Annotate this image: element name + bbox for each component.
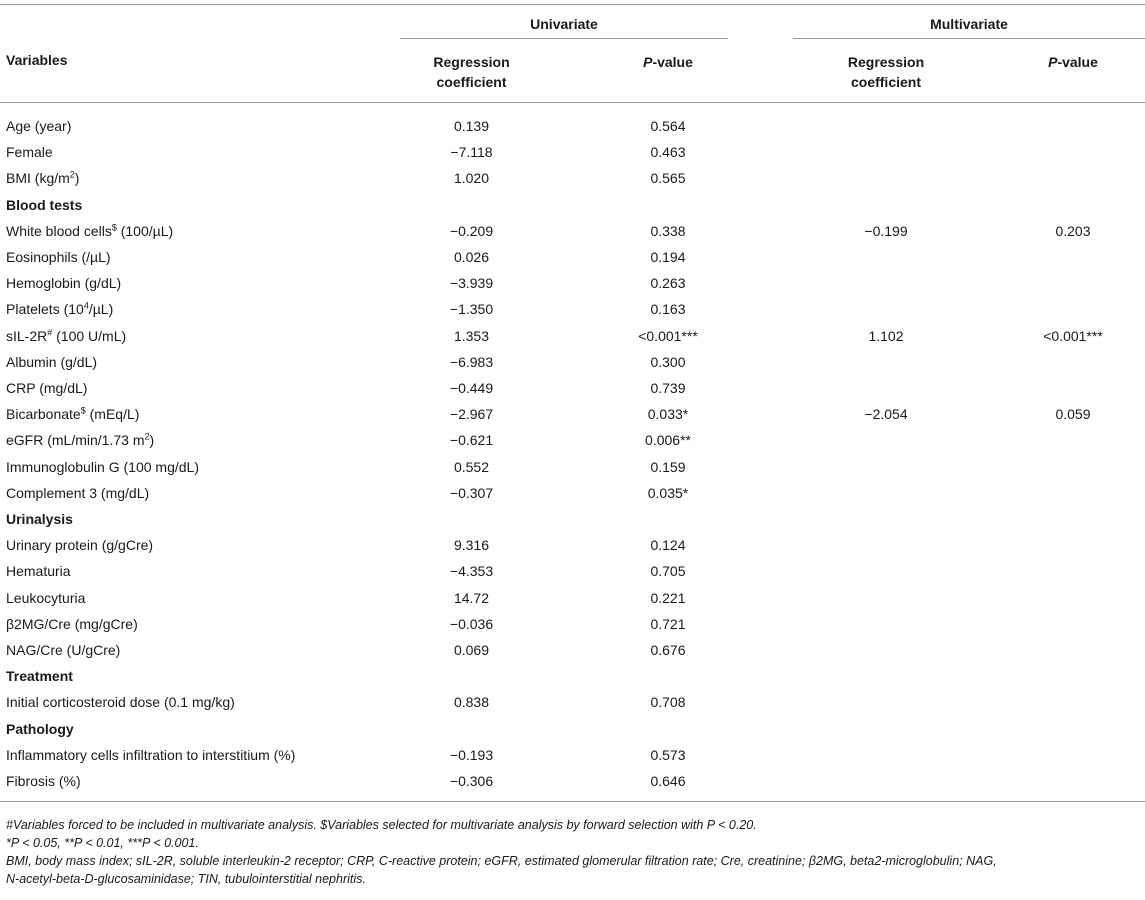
variable-label: Hemoglobin (g/dL) <box>6 275 122 292</box>
univariate-p-cell: 0.721 <box>650 615 686 632</box>
multivariate-header: Multivariate <box>930 16 1008 32</box>
table-row <box>0 270 1145 296</box>
table-row <box>0 244 1145 270</box>
univariate-rule <box>400 38 728 39</box>
multivariate-coef-cell: −0.199 <box>864 222 908 239</box>
section-row <box>0 663 1145 689</box>
univariate-p-cell: 0.006** <box>645 432 691 449</box>
univariate-coef-cell: −3.939 <box>449 275 494 292</box>
variable-label: sIL-2R# (100 U/mL) <box>6 326 127 344</box>
footnote-forced-selected: #Variables forced to be included in multivariate analysis. $Variables selected for multivariate analysis by forward selection with P < 0.20. <box>6 818 757 832</box>
univariate-coef-cell: 1.353 <box>453 327 490 344</box>
univariate-coef-cell: −0.307 <box>449 484 494 501</box>
multivariate-rule <box>793 38 1145 39</box>
coef-header-line1: Regression <box>433 54 510 70</box>
variable-label: NAG/Cre (U/gCre) <box>6 642 121 658</box>
variable-label: Complement 3 (mg/dL) <box>6 484 150 501</box>
variable-label: Immunoglobulin G (100 mg/dL) <box>6 458 199 475</box>
variables-header: Variables <box>6 52 68 68</box>
section-row <box>0 506 1145 532</box>
univariate-p-cell: 0.124 <box>650 537 686 554</box>
univariate-coef-cell: −0.306 <box>449 773 494 789</box>
section-row <box>0 192 1145 218</box>
multivariate-p-cell: 0.059 <box>1055 406 1091 423</box>
p-italic: P <box>1048 54 1058 70</box>
univariate-coef-cell: 0.026 <box>453 249 490 265</box>
table-row <box>0 218 1145 244</box>
univariate-coef-cell: 9.316 <box>453 537 490 554</box>
variable-label: Fibrosis (%) <box>6 773 81 789</box>
table-row <box>0 768 1145 794</box>
univariate-p-cell: 0.565 <box>650 170 686 187</box>
univariate-coef-cell: −1.350 <box>449 301 494 318</box>
table-row <box>0 585 1145 611</box>
variable-label: Urinary protein (g/gCre) <box>6 537 154 554</box>
table-row <box>0 689 1145 715</box>
footnote-abbreviations-cont: N-acetyl-beta-D-glucosaminidase; TIN, tubulointerstitial nephritis. <box>6 872 366 886</box>
univariate-p-cell: 0.676 <box>650 642 686 658</box>
univariate-p-cell: 0.033* <box>647 406 689 423</box>
univariate-coef-cell: −6.983 <box>449 353 494 370</box>
multivariate-p-cell: <0.001*** <box>1043 327 1103 344</box>
table-row <box>0 139 1145 165</box>
univariate-coef-cell: −0.193 <box>449 746 494 763</box>
multivariate-coef-header <box>793 52 979 92</box>
univariate-coef-cell: 0.838 <box>453 694 490 711</box>
multivariate-p-header <box>1013 52 1133 72</box>
table-row <box>0 454 1145 480</box>
univariate-coef-cell: −0.621 <box>449 432 494 449</box>
section-label: Blood tests <box>6 196 83 213</box>
univariate-p-cell: 0.573 <box>650 746 686 763</box>
multivariate-coef-cell: −2.054 <box>864 406 908 423</box>
variable-label: β2MG/Cre (mg/gCre) <box>6 615 138 632</box>
table-row <box>0 427 1145 453</box>
univariate-p-cell: 0.035* <box>647 484 689 501</box>
univariate-coef-cell: 0.069 <box>453 642 490 658</box>
univariate-coef-cell: −0.449 <box>449 380 494 396</box>
multivariate-p-cell: 0.203 <box>1055 222 1091 239</box>
univariate-header: Univariate <box>530 16 598 32</box>
table-row <box>0 480 1145 506</box>
univariate-coef-cell: 0.139 <box>453 118 490 134</box>
univariate-p-cell: <0.001*** <box>638 327 698 344</box>
table-row <box>0 637 1145 663</box>
p-italic: P <box>643 54 653 70</box>
variable-label: Initial corticosteroid dose (0.1 mg/kg) <box>6 694 235 711</box>
coef-header-line1: Regression <box>847 54 925 70</box>
univariate-p-cell: 0.708 <box>650 694 686 711</box>
univariate-p-cell: 0.221 <box>650 589 686 606</box>
variable-label: CRP (mg/dL) <box>6 380 88 396</box>
univariate-p-cell: 0.564 <box>650 118 686 134</box>
univariate-p-cell: 0.163 <box>650 301 686 318</box>
univariate-p-cell: 0.159 <box>650 458 686 475</box>
table-row <box>0 113 1145 139</box>
section-label: Urinalysis <box>6 511 73 527</box>
univariate-coef-cell: −4.353 <box>449 563 494 580</box>
footnote-significance: *P < 0.05, **P < 0.01, ***P < 0.001. <box>6 836 199 850</box>
variable-label: Hematuria <box>6 563 71 580</box>
univariate-coef-cell: 1.020 <box>453 170 490 187</box>
univariate-coef-cell: 0.552 <box>453 458 490 475</box>
variable-label: eGFR (mL/min/1.73 $m^2$) <box>6 431 155 449</box>
table-top-rule <box>0 4 1145 5</box>
p-rest: -value <box>652 54 693 70</box>
univariate-p-cell: 0.338 <box>650 222 686 239</box>
table-row <box>0 401 1145 427</box>
variable-label: Bicarbonate$ (mEq/L) <box>6 405 140 423</box>
variable-label: Age (year) <box>6 118 72 134</box>
variable-label: White blood cells$ (100/µL) <box>6 222 174 239</box>
section-label: Pathology <box>6 720 74 737</box>
table-row <box>0 742 1145 768</box>
variable-label: Female <box>6 144 53 161</box>
univariate-p-header <box>608 52 728 72</box>
univariate-p-cell: 0.194 <box>650 249 686 265</box>
variable-label: Platelets $(10^4/\mu L)$ <box>6 300 114 318</box>
footnote-abbreviations: BMI, body mass index; sIL-2R, soluble interleukin-2 receptor; CRP, C-reactive protein; eGFR, estimated glomerular filtration rate; Cre, creatinine; β2MG, beta2-microglobulin; NAG, <box>6 854 997 868</box>
table-bottom-rule <box>0 801 1145 802</box>
table-row <box>0 532 1145 558</box>
univariate-coef-cell: −7.118 <box>450 144 493 161</box>
variable-label: Albumin (g/dL) <box>6 353 98 370</box>
univariate-coef-cell: −0.036 <box>449 615 494 632</box>
table-row <box>0 296 1145 322</box>
table-row <box>0 349 1145 375</box>
section-label: Treatment <box>6 668 73 685</box>
univariate-coef-header <box>400 52 543 92</box>
univariate-p-cell: 0.263 <box>650 275 686 292</box>
coef-header-line2: coefficient <box>436 74 507 90</box>
p-rest: -value <box>1057 54 1098 70</box>
section-row <box>0 716 1145 742</box>
table-row <box>0 611 1145 637</box>
univariate-p-cell: 0.646 <box>650 773 686 789</box>
univariate-p-cell: 0.739 <box>650 380 686 396</box>
coef-header-line2: coefficient <box>850 74 921 90</box>
variable-label: Leukocyturia <box>6 589 86 606</box>
table-row <box>0 375 1145 401</box>
header-bottom-rule <box>0 102 1145 103</box>
table-row <box>0 165 1145 191</box>
table-row <box>0 558 1145 584</box>
variable-label: Inflammatory cells infiltration to interstitium (%) <box>6 746 296 763</box>
univariate-coef-cell: 14.72 <box>453 589 490 606</box>
variable-label: BMI $(kg/m^2)$ <box>6 169 80 187</box>
univariate-coef-cell: −0.209 <box>449 222 494 239</box>
univariate-p-cell: 0.300 <box>650 353 686 370</box>
table-row <box>0 323 1145 349</box>
univariate-p-cell: 0.463 <box>650 144 686 161</box>
variable-label: Eosinophils (/µL) <box>6 249 111 265</box>
univariate-p-cell: 0.705 <box>650 563 686 580</box>
multivariate-coef-cell: 1.102 <box>868 327 904 344</box>
table-footnotes <box>6 816 1141 888</box>
univariate-coef-cell: −2.967 <box>449 406 494 423</box>
